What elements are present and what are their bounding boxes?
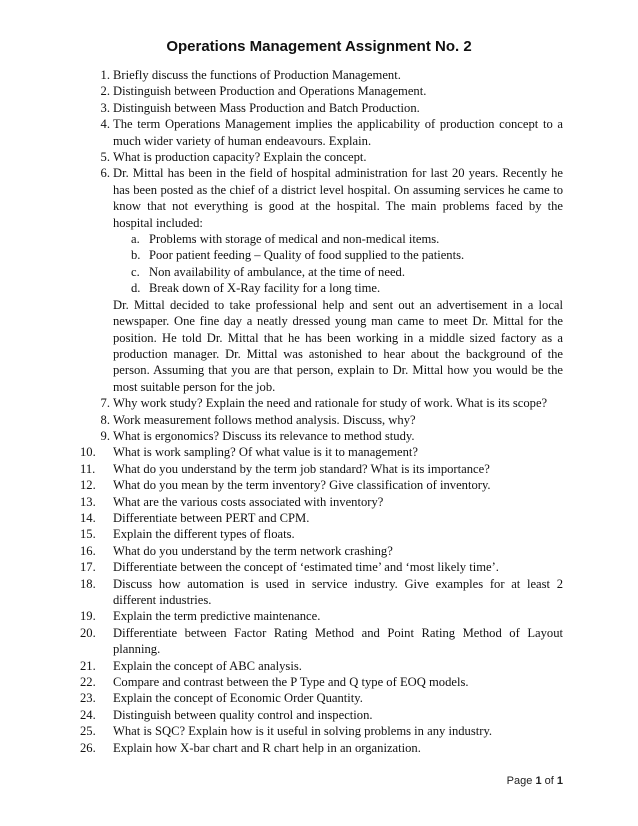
question-number: 9. <box>100 428 110 443</box>
document-title: Operations Management Assignment No. 2 <box>166 38 472 55</box>
question-item <box>80 494 563 510</box>
sub-question-letter: d. <box>131 281 141 296</box>
question-text: What is production capacity? Explain the concept. <box>113 150 367 165</box>
question-number: 5. <box>100 150 110 165</box>
sub-question-text: Poor patient feeding – Quality of food supplied to the patients. <box>149 248 465 263</box>
question-item <box>80 740 563 756</box>
question-text: What do you understand by the term network crashing? <box>113 543 393 558</box>
question-text: Explain how X-bar chart and R chart help in an organization. <box>113 740 421 755</box>
sub-question-item <box>113 231 563 247</box>
question-item <box>80 674 563 690</box>
question-text: Briefly discuss the functions of Production Management. <box>113 68 401 82</box>
question-text: Explain the different types of floats. <box>113 527 295 542</box>
sub-question-text: Non availability of ambulance, at the time of need. <box>149 264 405 279</box>
question-item <box>80 461 563 477</box>
question-text: Explain the term predictive maintenance. <box>113 609 321 624</box>
sub-question-item <box>113 264 563 280</box>
question-item <box>80 723 563 739</box>
question-item <box>80 395 563 411</box>
question-item <box>80 658 563 674</box>
sub-question-letter: a. <box>131 232 140 247</box>
question-item <box>80 83 563 99</box>
question-text: What do you understand by the term job standard? What is its importance? <box>113 461 490 476</box>
page-total: 1 <box>556 775 563 787</box>
question-number: 1. <box>100 68 110 82</box>
question-item <box>80 444 563 460</box>
question-text: Distinguish between Production and Operations Management. <box>113 84 427 99</box>
sub-question-text: Problems with storage of medical and non-medical items. <box>149 232 440 247</box>
question-number: 16. <box>80 543 96 558</box>
question-text: Explain the concept of Economic Order Quantity. <box>113 691 363 706</box>
question-number: 8. <box>100 412 110 427</box>
question-number: 11. <box>80 461 96 476</box>
sub-question-list <box>113 231 563 297</box>
question-text: Explain the concept of ABC analysis. <box>113 658 302 673</box>
question-text: Dr. Mittal has been in the field of hospital administration for last 20 years. Recently he has been posted as the chief of a district level hospital. On assuming services he came to know that not everything is good at the hospital. The main problems faced by the hospital included: <box>113 166 563 230</box>
question-number: 23. <box>80 691 96 706</box>
sub-question-letter: b. <box>131 248 141 263</box>
question-item <box>80 412 563 428</box>
question-item <box>80 690 563 706</box>
question-number: 25. <box>80 724 96 739</box>
question-number: 22. <box>80 675 96 690</box>
question-number: 20. <box>80 625 96 640</box>
question-item <box>80 625 563 658</box>
question-text: Differentiate between the concept of ‘estimated time’ and ‘most likely time’. <box>113 560 499 575</box>
question-number: 18. <box>80 576 96 591</box>
question-item <box>80 116 563 149</box>
sub-question-letter: c. <box>131 264 140 279</box>
question-number: 4. <box>100 117 110 132</box>
page-footer <box>507 775 563 787</box>
question-list <box>80 67 563 756</box>
question-text: Distinguish between Mass Production and Batch Production. <box>113 100 420 115</box>
question-number: 21. <box>80 658 96 673</box>
sub-question-text: Break down of X-Ray facility for a long time. <box>149 281 381 296</box>
question-text: Discuss how automation is used in service industry. Give examples for at least 2 different industries. <box>113 576 563 607</box>
page-label: Page <box>506 775 533 787</box>
question-text: What are the various costs associated with inventory? <box>113 494 384 509</box>
question-text: Differentiate between Factor Rating Method and Point Rating Method of Layout planning. <box>113 625 563 657</box>
question-item <box>80 707 563 723</box>
page-of: of <box>544 775 554 787</box>
question-item <box>80 608 563 624</box>
question-item <box>80 428 563 444</box>
question-text: Why work study? Explain the need and rationale for study of work. What is its scope? <box>113 396 548 411</box>
question-text: Work measurement follows method analysis. Discuss, why? <box>113 412 416 427</box>
question-continuation: Dr. Mittal decided to take professional help and sent out an advertisement in a local newspaper. One fine day a neatly dressed young man came to meet Dr. Mittal for the position. He told Dr. Mittal that he has been working in a middle sized factory as a production manager. Dr. Mittal was astonished to hear about the background of the person. Assuming that you are that person, explain to Dr. Mittal how you would be the most suitable person for the job. <box>113 297 563 394</box>
question-number: 7. <box>100 396 110 411</box>
question-item <box>80 526 563 542</box>
question-item <box>80 477 563 493</box>
question-item <box>80 67 563 83</box>
question-item <box>80 543 563 559</box>
question-text: The term Operations Management implies the applicability of production concept to a much wider variety of human endeavours. Explain. <box>113 117 563 148</box>
question-item <box>80 100 563 116</box>
question-text: What is ergonomics? Discuss its relevance to method study. <box>113 428 415 443</box>
page-current: 1 <box>535 775 542 787</box>
sub-question-item <box>113 247 563 263</box>
question-number: 12. <box>80 478 96 493</box>
question-text: Differentiate between PERT and CPM. <box>113 510 310 525</box>
sub-question-item <box>113 280 563 296</box>
question-number: 24. <box>80 707 96 722</box>
question-item <box>80 576 563 609</box>
question-number: 15. <box>80 527 96 542</box>
question-number: 14. <box>80 510 96 525</box>
question-number: 2. <box>100 84 110 99</box>
question-number: 13. <box>80 494 96 509</box>
question-text: What is work sampling? Of what value is it to management? <box>113 445 418 460</box>
question-text: What is SQC? Explain how is it useful in solving problems in any industry. <box>113 724 493 739</box>
question-item <box>80 149 563 165</box>
question-number: 26. <box>80 740 96 755</box>
question-text: Compare and contrast between the P Type and Q type of EOQ models. <box>113 675 469 690</box>
question-number: 10. <box>80 445 96 460</box>
question-item <box>80 165 563 395</box>
question-item <box>80 510 563 526</box>
question-number: 6. <box>100 166 110 181</box>
question-item <box>80 559 563 575</box>
question-number: 17. <box>80 560 96 575</box>
question-text: Distinguish between quality control and inspection. <box>113 707 373 722</box>
question-number: 19. <box>80 609 96 624</box>
question-text: What do you mean by the term inventory? Give classification of inventory. <box>113 478 491 493</box>
question-number: 3. <box>100 100 110 115</box>
